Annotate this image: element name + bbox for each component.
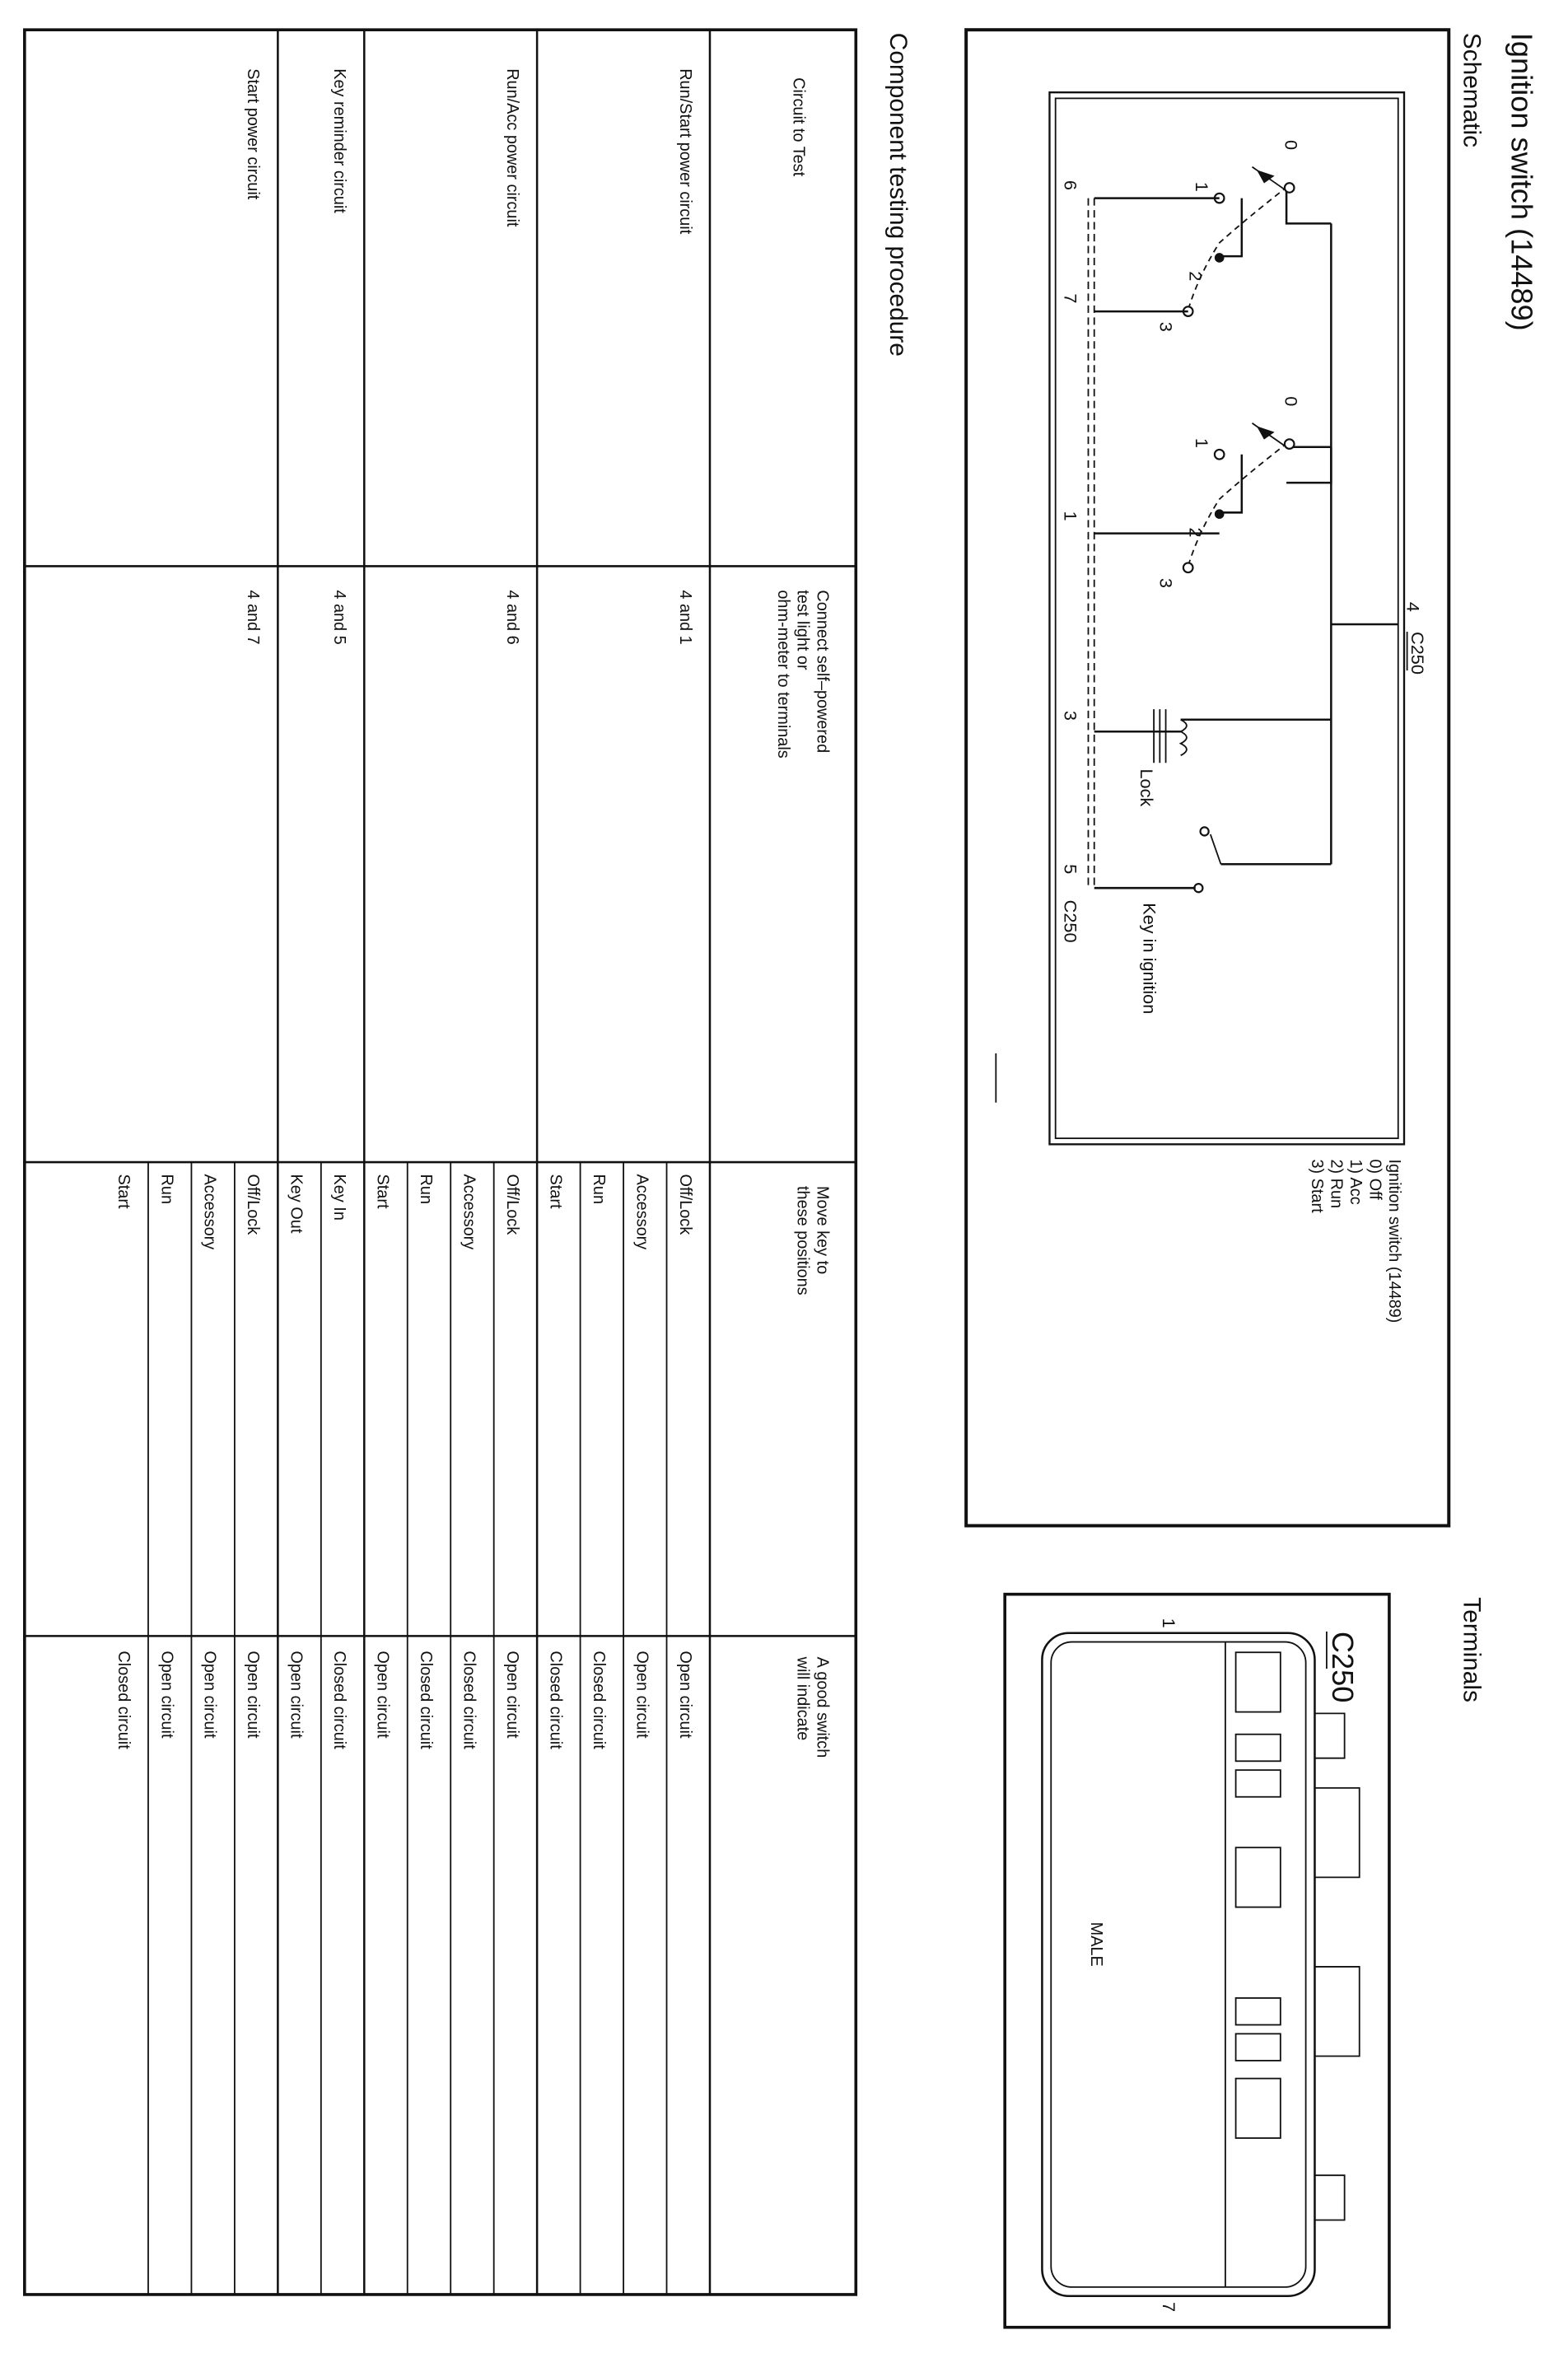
row4-res-1: Open circuit [200,1651,219,1739]
row4-pos-1: Accessory [200,1174,219,1250]
row2-res-2: Closed circuit [417,1651,436,1749]
row2-res-3: Open circuit [373,1651,392,1739]
row3-res-0: Closed circuit [330,1651,349,1749]
row2-circuit: Run/Acc power circuit [502,68,521,227]
row1-res-2: Closed circuit [589,1651,608,1749]
header-good-1: A good switch [813,1656,832,1758]
legend-acc: 1) Acc [1346,1159,1365,1205]
sw1-pos-0: 0 [1281,140,1302,151]
header-move-1: Move key to [813,1186,832,1275]
terminals-diagram [1005,1595,1389,2328]
row1-pos-3: Start [546,1174,565,1209]
terminals-frame [1005,1595,1389,2328]
row1-res-0: Open circuit [675,1651,694,1739]
schematic-frame [966,30,1449,1525]
sw2-pos-1: 1 [1191,437,1212,448]
legend-title: Ignition switch (14489) [1384,1159,1403,1324]
table-row-key-reminder [287,68,348,1749]
header-circuit: Circuit to Test [789,77,808,177]
header-connect-2: test light or [793,590,812,670]
sw1-pos-3: 3 [1155,321,1177,332]
row4-circuit: Start power circuit [244,68,263,200]
terminal-first-label: 1 [1158,1618,1179,1628]
header-good-2: will indicate [793,1656,812,1741]
row1-pos-0: Off/Lock [675,1174,694,1235]
schematic-pin-5: 5 [1060,864,1081,875]
row2-pos-0: Off/Lock [502,1174,521,1235]
schematic-pin-3: 3 [1060,710,1081,721]
row1-pos-1: Accessory [632,1174,651,1250]
row1-terminals: 4 and 1 [675,590,694,645]
switch-housing-outer [1049,92,1404,1144]
terminal-last-label: 7 [1158,2301,1179,2313]
key-switch [1094,827,1332,1014]
terminal-pin-7 [1236,2079,1281,2138]
row4-terminals: 4 and 7 [244,590,263,645]
row2-res-1: Closed circuit [460,1651,478,1749]
schematic-pin-7: 7 [1060,293,1081,304]
row3-res-1: Open circuit [287,1651,306,1739]
schematic-heading: Schematic [1458,32,1486,148]
header-connect-3: ohm-meter to terminals [774,590,793,759]
schematic-connector-top: C250 [1407,632,1429,675]
row1-circuit: Run/Start power circuit [675,68,694,235]
schematic-pin-4: 4 [1402,601,1424,612]
row2-pos-2: Run [417,1174,436,1205]
sw2-pos-3: 3 [1155,577,1177,588]
row2-res-0: Open circuit [502,1651,521,1739]
legend-start: 3) Start [1307,1159,1326,1213]
lock-label: Lock [1136,768,1157,807]
table-row-run-start [546,68,693,1749]
row2-pos-3: Start [373,1174,392,1209]
procedure-heading: Component testing procedure [884,32,912,357]
terminal-gender: MALE [1087,1921,1106,1967]
procedure-table [25,30,856,2295]
row4-pos-3: Start [114,1174,133,1209]
sw2-pos-2: 2 [1185,527,1206,538]
switch-2 [1094,223,1332,588]
lock-solenoid [1094,709,1332,806]
page-title: Ignition switch (14489) [1505,32,1539,331]
row4-pos-2: Run [157,1174,176,1205]
row2-terminals: 4 and 6 [502,590,521,645]
row4-res-0: Open circuit [244,1651,263,1739]
row4-res-3: Closed circuit [114,1651,133,1749]
schematic-pin-1: 1 [1060,511,1081,521]
sw1-pos-2: 2 [1185,271,1206,282]
terminal-pin-1 [1236,1652,1281,1711]
terminals-heading: Terminals [1458,1597,1486,1702]
schematic-connector-bottom: C250 [1060,899,1081,943]
legend-run: 2) Run [1327,1159,1346,1209]
schematic-legend [1308,1159,1403,1323]
header-connect-1: Connect self–powered [813,590,832,754]
switch-1 [1094,140,1332,332]
row3-circuit: Key reminder circuit [330,68,349,213]
row4-pos-0: Off/Lock [244,1174,263,1235]
schematic-diagram [966,30,1449,1525]
row3-pos-1: Key Out [287,1174,306,1234]
legend-off: 0) Off [1365,1159,1384,1200]
row3-pos-0: Key In [330,1174,349,1221]
terminals-connector-id: C250 [1326,1631,1360,1703]
row2-pos-1: Accessory [460,1174,478,1250]
table-row-run-acc [374,68,521,1749]
key-label: Key in ignition [1139,903,1160,1015]
schematic-pin-6: 6 [1060,180,1081,190]
sw1-pos-1: 1 [1191,181,1212,192]
table-row-start-power [114,68,262,1749]
row1-res-3: Closed circuit [546,1651,565,1749]
connector-body-outer [1042,1633,1314,2296]
sw2-pos-0: 0 [1281,396,1302,407]
row4-res-2: Open circuit [157,1651,176,1739]
switch-housing-inner [1056,98,1398,1138]
header-move-2: these positions [793,1186,812,1296]
row1-pos-2: Run [589,1174,608,1205]
row3-terminals: 4 and 5 [330,590,349,645]
row1-res-1: Open circuit [632,1651,651,1739]
